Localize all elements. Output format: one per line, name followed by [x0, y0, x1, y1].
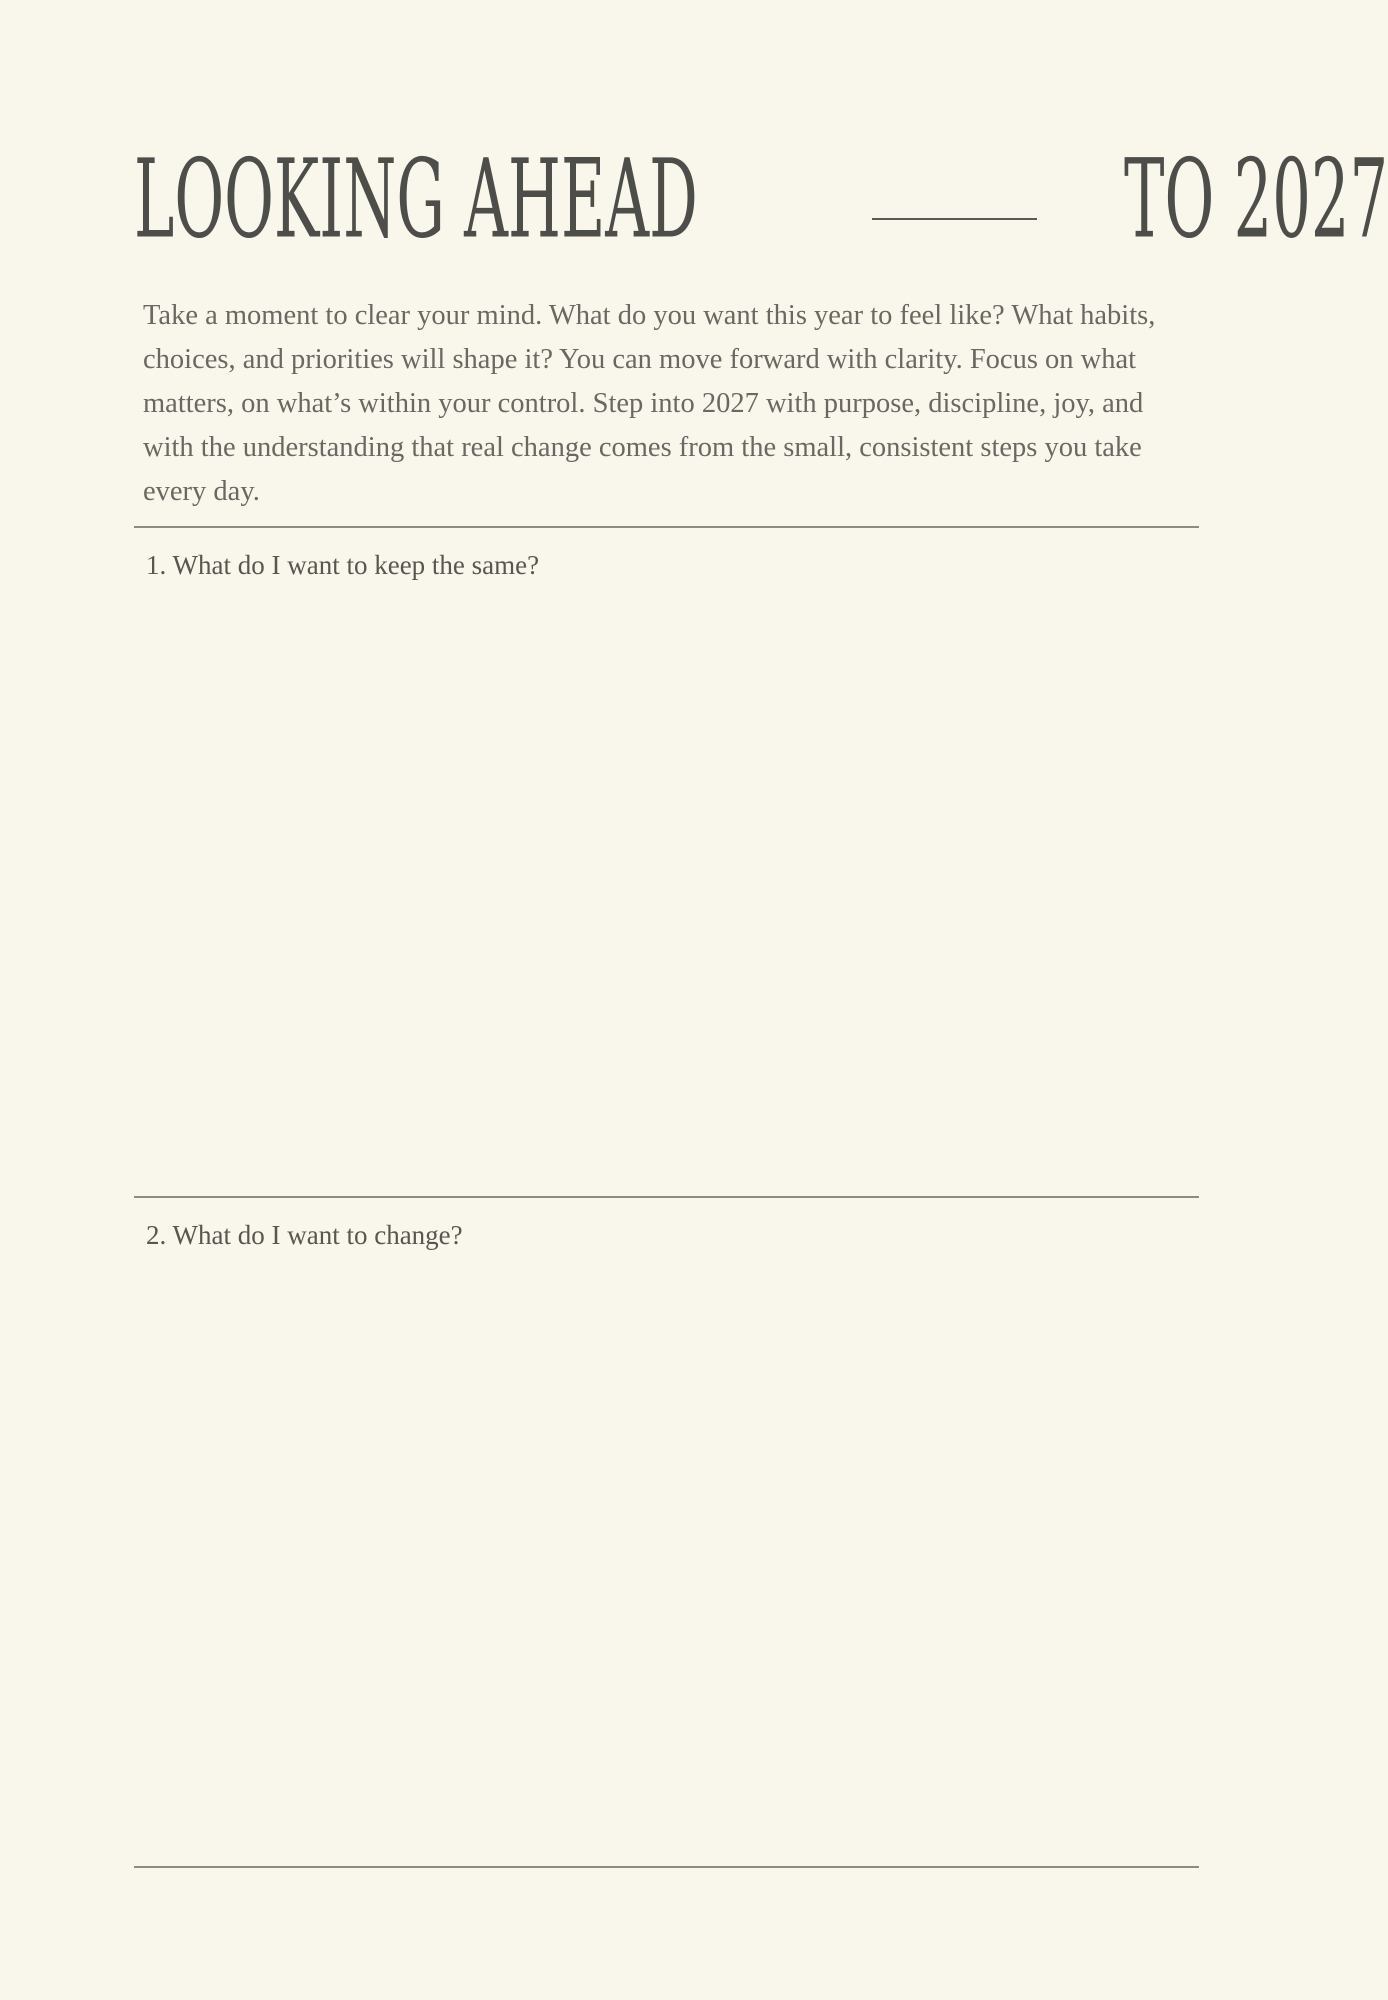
title-dash-divider: [872, 218, 1037, 220]
intro-paragraph: Take a moment to clear your mind. What do you want this year to feel like? What habits, choices, and priorities will shape it? You can move forward with clarity. Focus on what matters, on what’s within your control. Step into 2027 with purpose, discipline, joy, and with the understanding that real change comes from the small, consistent steps you take every day.: [143, 300, 1156, 507]
question-1-label: 1. What do I want to keep the same?: [146, 550, 540, 580]
divider-line: [134, 1866, 1199, 1868]
question-1-writing-area[interactable]: [134, 600, 1199, 1180]
title-left: LOOKING AHEAD: [134, 136, 698, 263]
divider-line: [134, 526, 1199, 528]
question-2-label: 2. What do I want to change?: [146, 1220, 463, 1250]
title-right: TO 2027: [1124, 136, 1388, 263]
question-2-writing-area[interactable]: [134, 1270, 1199, 1850]
divider-line: [134, 1196, 1199, 1198]
page-title: [134, 135, 1388, 265]
